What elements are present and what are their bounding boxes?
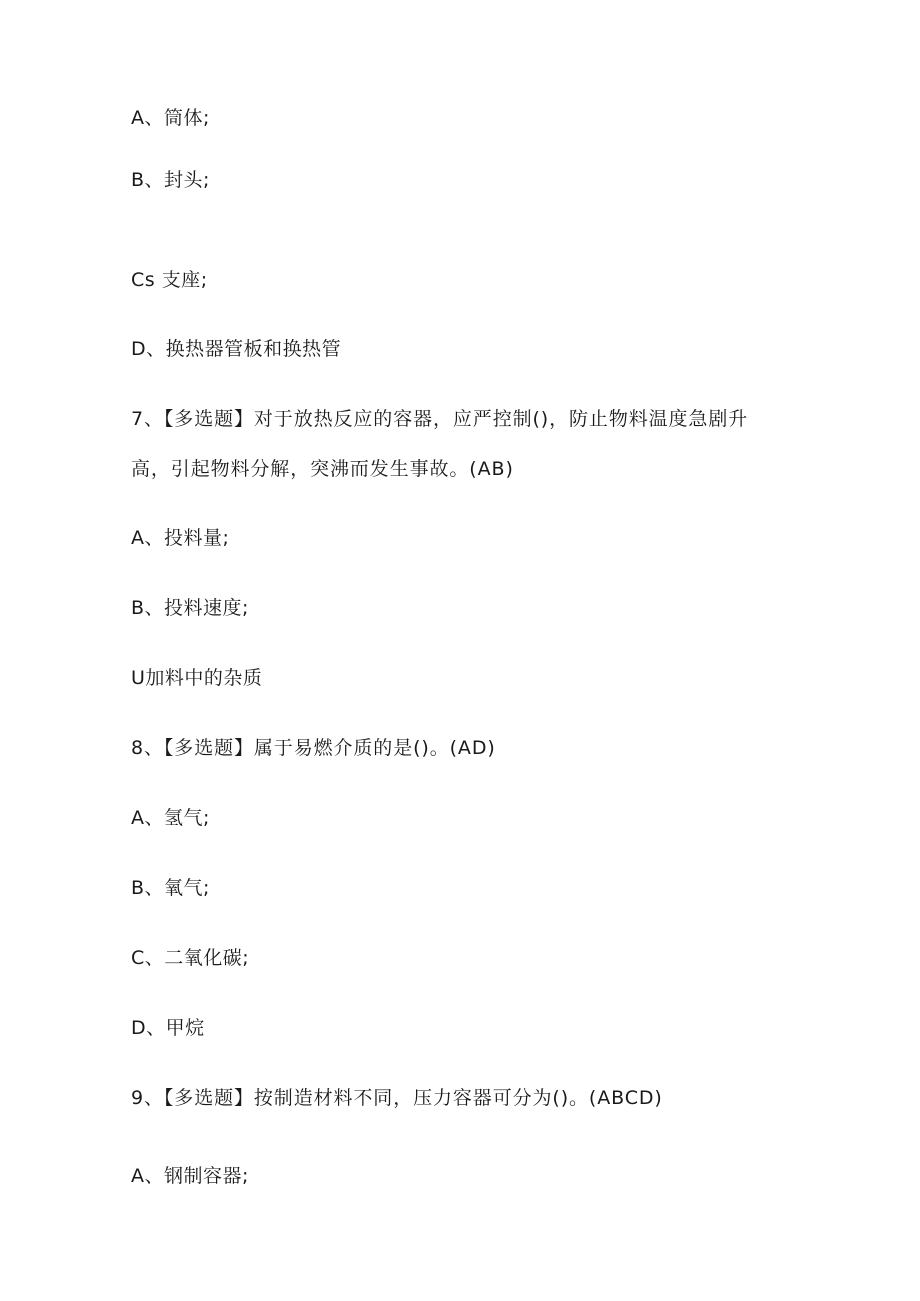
option-a-cylinder: A、筒体; xyxy=(131,107,210,129)
question-8: 8、【多选题】属于易燃介质的是()。(AD) xyxy=(131,737,496,759)
question-9-option-a: A、钢制容器; xyxy=(131,1165,249,1187)
question-8-option-d: D、甲烷 xyxy=(131,1017,205,1039)
question-7-option-a: A、投料量; xyxy=(131,527,230,549)
question-7-option-b: B、投料速度; xyxy=(131,597,249,619)
question-7-line-2: 高，引起物料分解，突沸而发生事故。(AB) xyxy=(131,458,514,480)
question-9: 9、【多选题】按制造材料不同，压力容器可分为()。(ABCD) xyxy=(131,1087,663,1109)
question-8-option-a: A、氢气; xyxy=(131,807,210,829)
question-8-option-c: C、二氧化碳; xyxy=(131,947,250,969)
question-7-option-c: U加料中的杂质 xyxy=(131,667,263,689)
option-c-support: Cs 支座; xyxy=(131,269,208,291)
question-7-line-1: 7、【多选题】对于放热反应的容器，应严控制()，防止物料温度急剧升 xyxy=(131,408,749,430)
option-d-tube-sheet: D、换热器管板和换热管 xyxy=(131,338,342,360)
question-8-option-b: B、氧气; xyxy=(131,877,210,899)
option-b-head: B、封头; xyxy=(131,169,210,191)
